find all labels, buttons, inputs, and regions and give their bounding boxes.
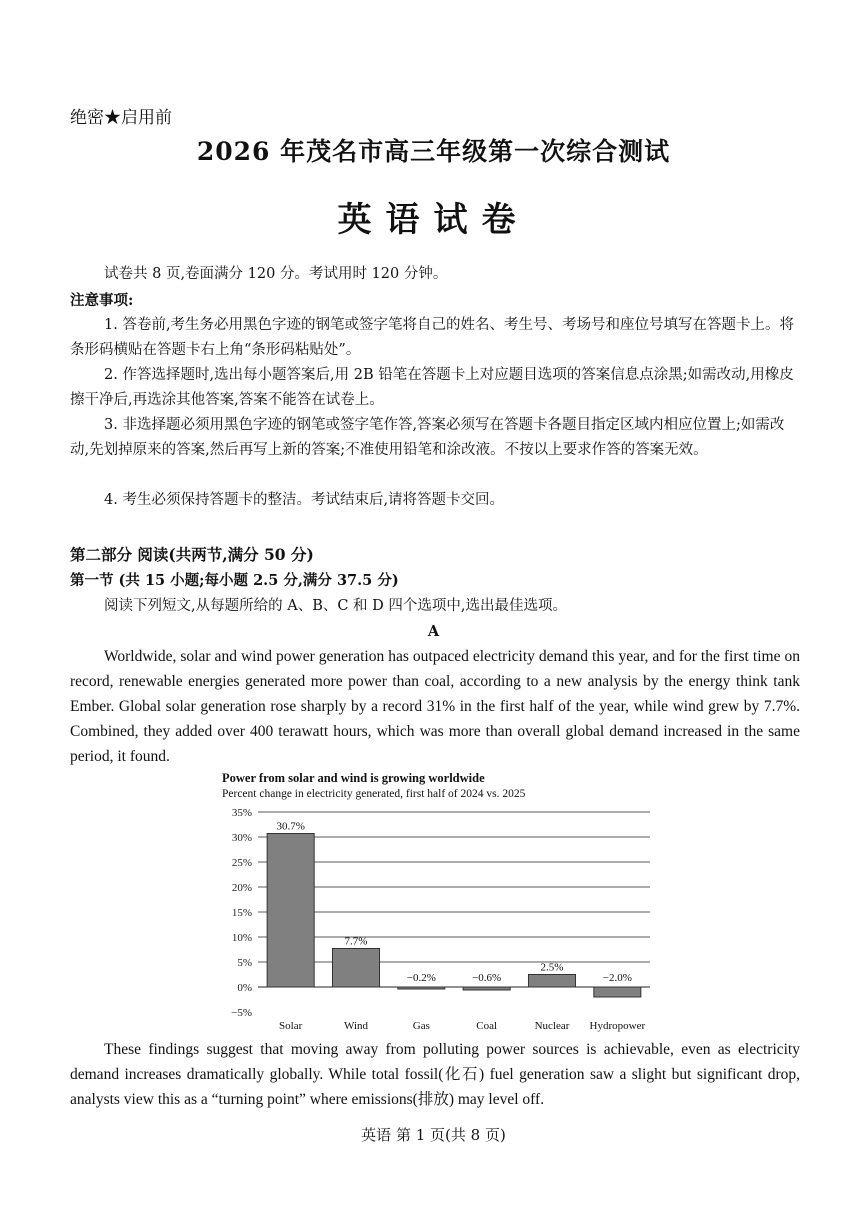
x-tick-label: Solar <box>279 1020 303 1032</box>
y-tick-label: 20% <box>231 882 252 894</box>
y-tick-label: 25% <box>231 857 252 869</box>
x-tick-label: Gas <box>412 1020 430 1032</box>
notice-item-3: 3. 非选择题必须用黑色字迹的钢笔或签字笔作答,答案必须写在答题卡各题目指定区域内相应位置上;如需改动,先划掉原来的答案,然后再写上新的答案;不准使用铅笔和涂改液。不按以上要求作答的答案无效。 <box>70 417 785 458</box>
passage-paragraph-1: Worldwide, solar and wind power generation has outpaced electricity demand this year, and for the first time on record, renewable energies generated more power than coal, according to a new analysis by the energy think tank Ember. Global solar generation rose sharply by a record 31% in the first half of the year, while wind grew by 7.7%. Combined, they added over 400 terawatt hours, which was more than overall global demand increased in the same period, it found. <box>70 648 800 765</box>
bar-data-label: 30.7% <box>276 820 305 833</box>
chart-bar-solar <box>267 834 314 988</box>
bar-data-label: 2.5% <box>540 961 564 974</box>
y-tick-label: 15% <box>231 907 252 919</box>
chart-title: Power from solar and wind is growing worldwide <box>222 771 485 785</box>
chart-subtitle: Percent change in electricity generated, first half of 2024 vs. 2025 <box>222 788 526 800</box>
notice-heading: 注意事项: <box>70 292 134 309</box>
chart-bar-coal <box>463 987 510 990</box>
bar-data-label: −0.2% <box>406 972 436 984</box>
y-tick-label: 10% <box>231 932 252 944</box>
exam-summary: 试卷共 8 页,卷面满分 120 分。考试用时 120 分钟。 <box>104 266 448 282</box>
notice-item-1: 1. 答卷前,考生务必用黑色字迹的钢笔或签字笔将自己的姓名、考生号、考场号和座位号填写在答题卡上。将条形码横贴在答题卡右上角“条形码粘贴处”。 <box>70 317 795 358</box>
bar-data-label: −0.6% <box>472 972 502 984</box>
confidential-label: 绝密★启用前 <box>70 108 172 128</box>
part-heading: 第二部分 阅读(共两节,满分 50 分) <box>70 545 314 564</box>
y-tick-label: −5% <box>231 1007 252 1019</box>
passage-label: A <box>427 623 440 640</box>
subject-title: 英语试卷 <box>337 200 530 240</box>
bar-data-label: 7.7% <box>344 935 368 948</box>
notice-item-4: 4. 考生必须保持答题卡的整洁。考试结束后,请将答题卡交回。 <box>104 492 505 508</box>
x-tick-label: Hydropower <box>589 1020 646 1032</box>
bar-data-label: −2.0% <box>602 972 632 984</box>
chart-bar-gas <box>398 987 445 989</box>
subsection-heading: 第一节 (共 15 小题;每小题 2.5 分,满分 37.5 分) <box>70 572 399 589</box>
chart-x-axis <box>279 1020 645 1032</box>
chart-bars <box>267 821 641 998</box>
chart-bar-wind <box>332 949 379 988</box>
bar-chart <box>210 800 660 1040</box>
passage-paragraph-2: These findings suggest that moving away from polluting power sources is achievable, even as electricity demand increases dramatically globally. While total fossil(化石) fuel generation saw a slight but significant drop, analysts view this as a “turning point” where emissions(排放) may level off. <box>70 1041 800 1108</box>
x-tick-label: Wind <box>344 1020 368 1032</box>
notice-item-2: 2. 作答选择题时,选出每小题答案后,用 2B 铅笔在答题卡上对应题目选项的答案信息点涂黑;如需改动,用橡皮擦干净后,再选涂其他答案,答案不能答在试卷上。 <box>70 367 794 408</box>
page-footer: 英语 第 1 页(共 8 页) <box>361 1126 506 1144</box>
chart-grid <box>258 812 650 987</box>
y-tick-label: 5% <box>237 957 252 969</box>
chart-y-axis <box>231 807 252 1019</box>
reading-instructions: 阅读下列短文,从每题所给的 A、B、C 和 D 四个选项中,选出最佳选项。 <box>104 598 567 614</box>
x-tick-label: Nuclear <box>534 1020 570 1032</box>
exam-title: 2026 年茂名市高三年级第一次综合测试 <box>196 137 671 166</box>
chart-bar-hydropower <box>594 987 641 997</box>
chart-bar-nuclear <box>528 975 575 988</box>
y-tick-label: 35% <box>231 807 252 819</box>
y-tick-label: 30% <box>231 832 252 844</box>
x-tick-label: Coal <box>476 1020 498 1032</box>
y-tick-label: 0% <box>237 982 252 994</box>
